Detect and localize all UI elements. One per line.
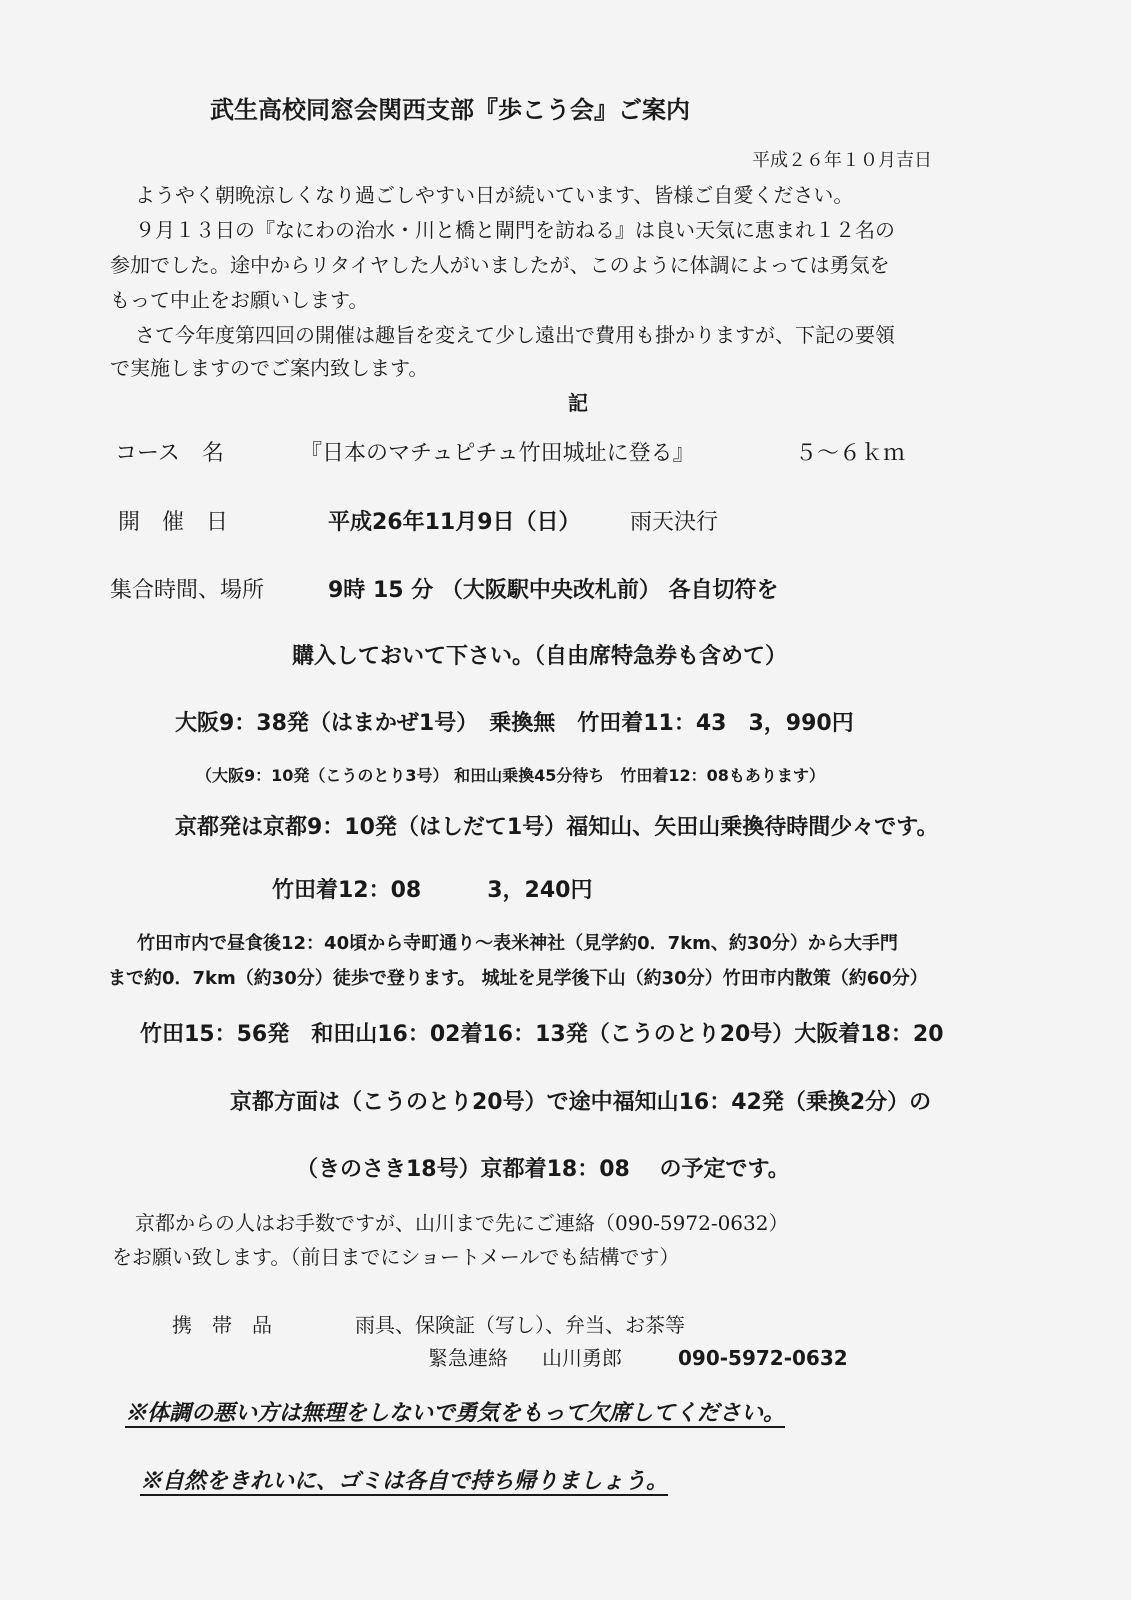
osaka-alt-train: （大阪9：10発（こうのとり3号） 和田山乗換45分待ち 竹田着12：08もあります）	[196, 766, 825, 785]
document-title: 武生高校同窓会関西支部『歩こう会』ご案内	[210, 96, 690, 124]
return-line-3: （きのさき18号）京都着18：08 の予定です。	[296, 1157, 790, 1182]
osaka-train: 大阪9：38発（はまかぜ1号） 乗換無 竹田着11：43 3，990円	[175, 711, 854, 736]
intro-line-3: 参加でした。途中からリタイヤした人がいましたが、このように体調によっては勇気を	[110, 253, 890, 277]
emergency-label: 緊急連絡	[428, 1346, 508, 1370]
emergency-phone: 090-5972-0632	[678, 1346, 848, 1370]
intro-line-6: で実施しますのでご案内致します。	[110, 356, 429, 380]
trash-note: ※自然をきれいに、ゴミは各自で持ち帰りましょう。	[140, 1468, 669, 1494]
meeting-value-2: 購入しておいて下さい。（自由席特急券も含めて）	[292, 644, 788, 669]
meeting-label: 集合時間、場所	[110, 578, 265, 603]
document-date: 平成２６年１０月吉日	[752, 150, 932, 171]
event-date-value: 平成26年11月9日（日）	[328, 510, 581, 535]
course-name: 『日本のマチュピチュ竹田城址に登る』	[300, 441, 695, 466]
intro-line-4: もって中止をお願いします。	[110, 288, 369, 312]
return-line-1: 竹田15：56発 和田山16：02着16：13発（こうのとり20号）大阪着18：20	[140, 1022, 944, 1047]
walk-line-1: 竹田市内で昼食後12：40頃から寺町通り～表米神社（見学約0．7km、約30分）から大手門	[137, 933, 898, 954]
intro-line-1: ようやく朝晩涼しくなり過ごしやすい日が続いています、皆様ご自愛ください。	[135, 183, 854, 207]
contact-line-2: をお願い致します。（前日までにショートメールでも結構です）	[112, 1245, 680, 1269]
belongings-label: 携 帯 品	[172, 1313, 272, 1337]
walk-line-2: まで約0．7km（約30分）徒歩で登ります。 城址を見学後下山（約30分）竹田市内散策（約60分）	[108, 968, 928, 989]
return-line-2: 京都方面は（こうのとり20号）で途中福知山16：42発（乗換2分）の	[230, 1090, 932, 1115]
emergency-name: 山川勇郎	[542, 1346, 622, 1370]
event-date-label: 開 催 日	[118, 510, 229, 535]
intro-line-2: ９月１３日の『なにわの治水・川と橋と閘門を訪ねる』は良い天気に恵まれ１２名の	[135, 218, 895, 242]
kyoto-train: 京都発は京都9：10発（はしだて1号）福知山、矢田山乗換待時間少々です。	[175, 815, 939, 840]
kyoto-arrival: 竹田着12：08 3，240円	[272, 878, 593, 903]
course-label: コース 名	[115, 441, 224, 466]
intro-line-5: さて今年度第四回の開催は趣旨を変えて少し遠出で費用も掛かりますが、下記の要領	[135, 323, 895, 347]
course-distance: ５～６ｋｍ	[795, 441, 906, 466]
contact-line-1: 京都からの人はお手数ですが、山川まで先にご連絡（090-5972-0632）	[135, 1211, 789, 1235]
ki-mark: 記	[568, 391, 588, 415]
meeting-value: 9時 15 分 （大阪駅中央改札前） 各自切符を	[328, 578, 779, 603]
belongings-value: 雨具、保険証（写し）、弁当、お茶等	[355, 1313, 685, 1337]
event-date-note: 雨天決行	[630, 510, 719, 535]
health-note: ※体調の悪い方は無理をしないで勇気をもって欠席してください。	[125, 1400, 786, 1426]
